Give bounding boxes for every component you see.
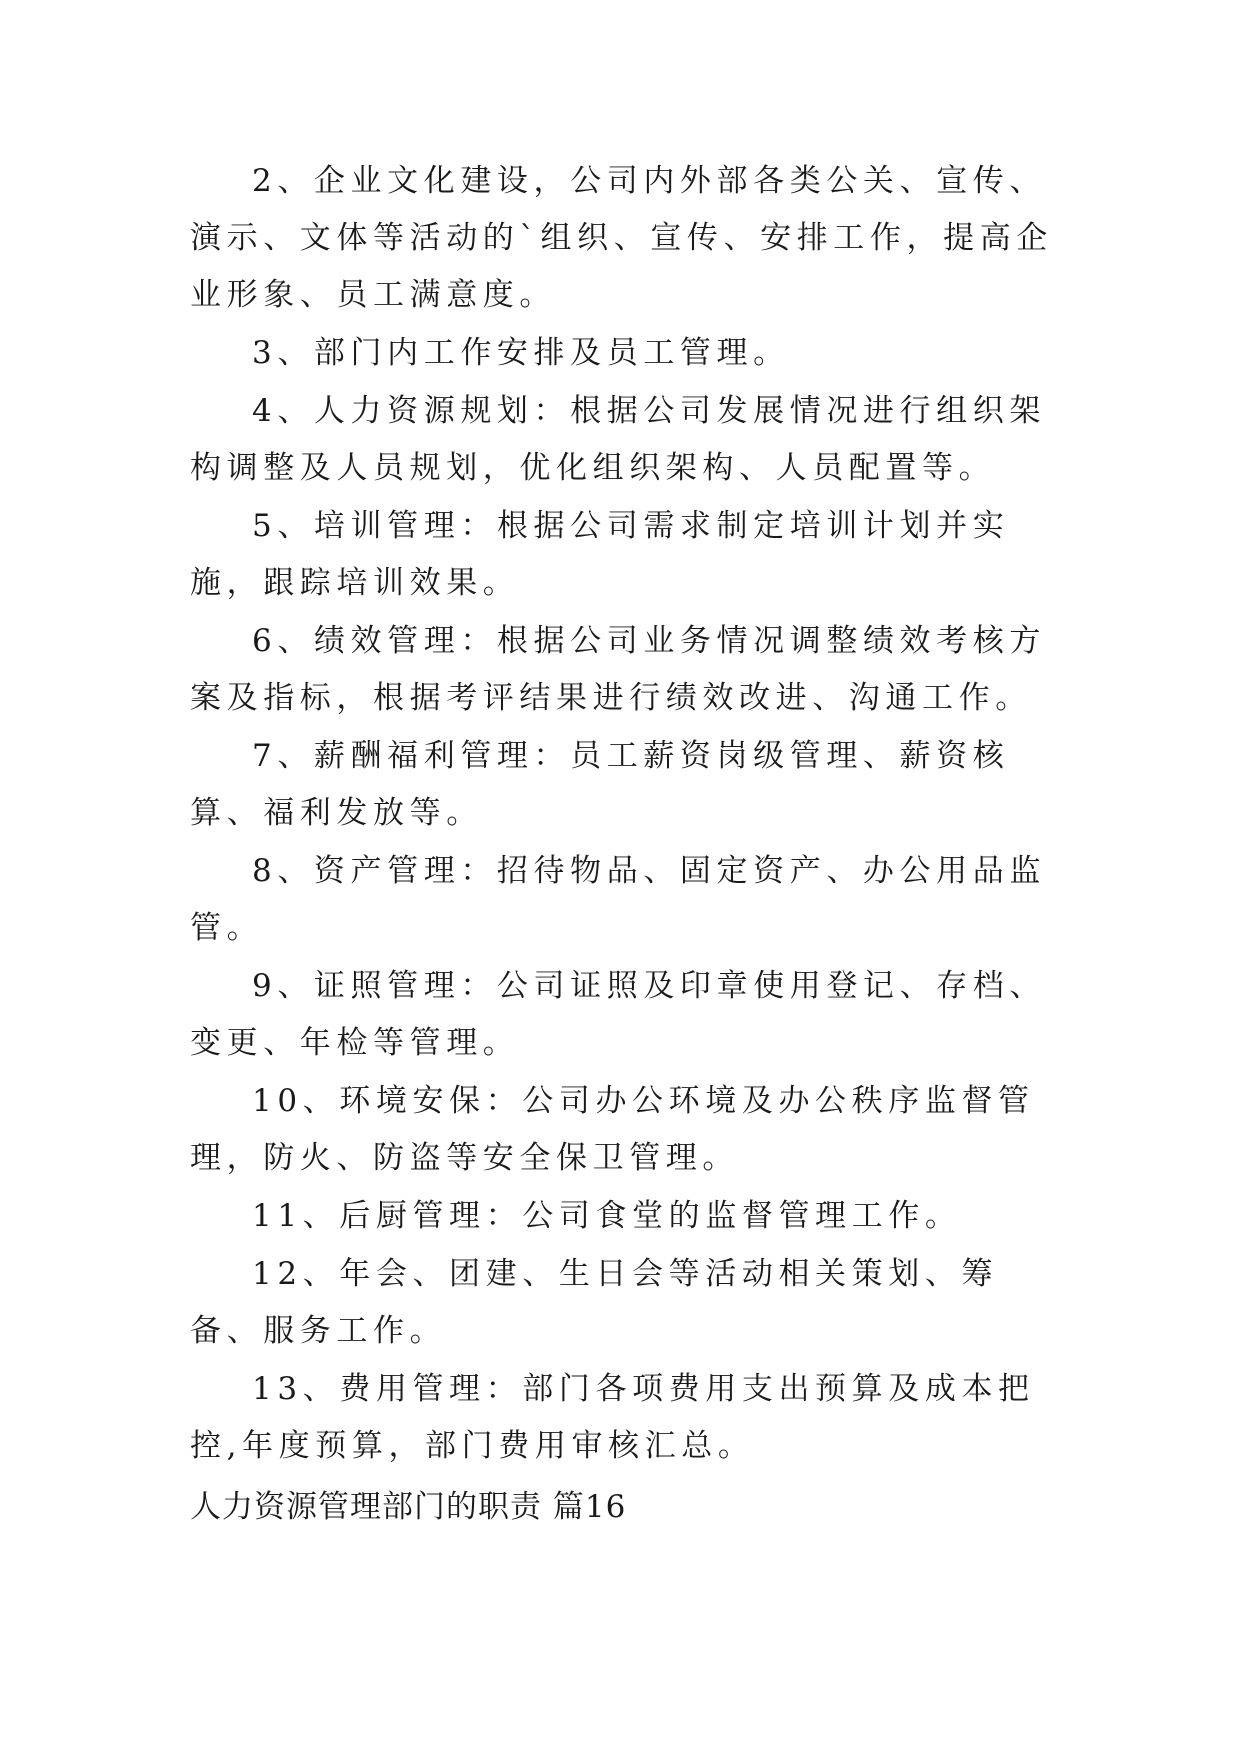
list-item: 13、费用管理：部门各项费用支出预算及成本把控,年度预算，部门费用审核汇总。 <box>190 1371 1035 1464</box>
list-item: 4、人力资源规划：根据公司发展情况进行组织架构调整及人员规划，优化组织架构、人员配置等。 <box>190 393 1046 486</box>
document-body <box>190 153 1060 1475</box>
list-item: 2、企业文化建设，公司内外部各类公关、宣传、演示、文体等活动的`组织、宣传、安排工作，提高企业形象、员工满意度。 <box>190 163 1053 313</box>
section-heading: 人力资源管理部门的职责 篇16 <box>190 1489 627 1525</box>
list-item: 5、培训管理：根据公司需求制定培训计划并实施，跟踪培训效果。 <box>190 508 1010 601</box>
list-item: 3、部门内工作安排及员工管理。 <box>252 335 790 371</box>
list-item: 9、证照管理：公司证照及印章使用登记、存档、变更、年检等管理。 <box>190 968 1046 1061</box>
list-item: 8、资产管理：招待物品、固定资产、办公用品监管。 <box>190 853 1046 946</box>
list-item: 12、年会、团建、生日会等活动相关策划、筹备、服务工作。 <box>190 1256 999 1349</box>
list-item: 11、后厨管理：公司食堂的监督管理工作。 <box>252 1198 962 1234</box>
list-item: 7、薪酬福利管理：员工薪资岗级管理、薪资核算、福利发放等。 <box>190 738 1010 831</box>
list-item: 10、环境安保：公司办公环境及办公秩序监督管理，防火、防盗等安全保卫管理。 <box>190 1083 1035 1176</box>
list-item: 6、绩效管理：根据公司业务情况调整绩效考核方案及指标，根据考评结果进行绩效改进、沟通工作。 <box>190 623 1046 716</box>
